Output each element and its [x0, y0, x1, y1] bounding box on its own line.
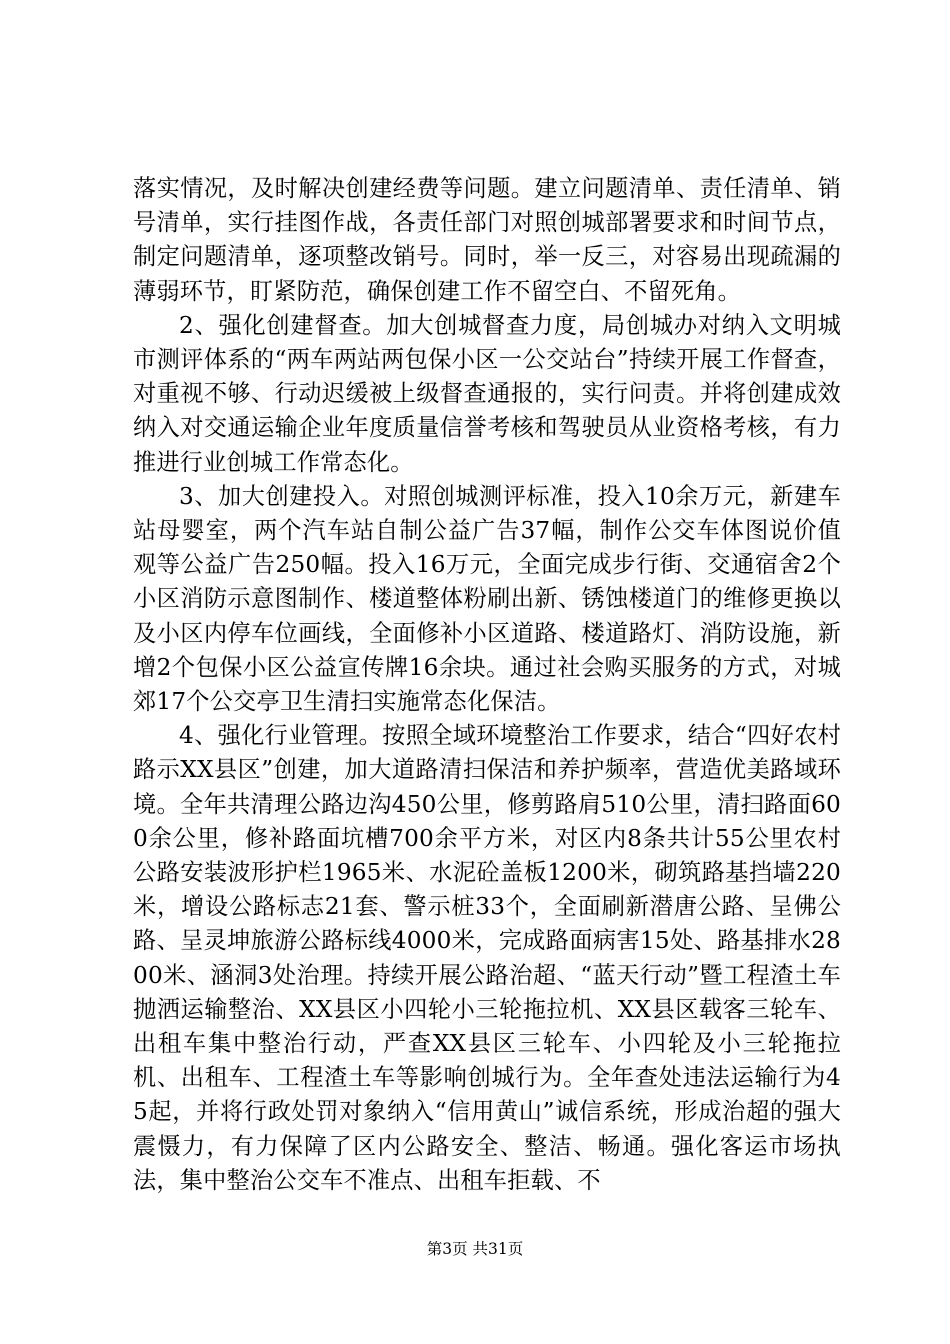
- paragraph-3-investment: 3、加大创建投入。对照创城测评标准，投入10余万元，新建车站母婴室，两个汽车站自制公益广告37幅，制作公交车体图说价值观等公益广告250幅。投入16万元，全面完成步行街、交通宿舍2个小区消防示意图制作、楼道整体粉刷出新、锈蚀楼道门的维修更换以及小区内停车位画线，全面修补小区道路、楼道路灯、消防设施，新增2个包保小区公益宣传牌16余块。通过社会购买服务的方式，对城郊17个公交亭卫生清扫实施常态化保洁。: [133, 482, 841, 716]
- page-footer: 第3页 共31页: [426, 1240, 524, 1258]
- paragraph-4-management: 4、强化行业管理。按照全域环境整治工作要求，结合“四好农村路示XX县区”创建，加大道路清扫保洁和养护频率，营造优美路域环境。全年共清理公路边沟450公里，修剪路肩510公里，清扫路面600余公里，修补路面坑槽700余平方米，对区内8条共计55公里农村公路安装波形护栏1965米、水泥砼盖板1200米，砌筑路基挡墙220米，增设公路标志21套、警示桩33个，全面刷新潜唐公路、呈佛公路、呈灵坤旅游公路标线4000米，完成路面病害15处、路基排水2800米、涵洞3处治理。持续开展公路治超、“蓝天行动”暨工程渣土车抛洒运输整治、XX县区小四轮小三轮拖拉机、XX县区载客三轮车、出租车集中整治行动，严查XX县区三轮车、小四轮及小三轮拖拉机、出租车、工程渣土车等影响创城行为。全年查处违法运输行为45起，并将行政处罚对象纳入“信用黄山”诚信系统，形成治超的强大震慑力，有力保障了区内公路安全、整洁、畅通。强化客运市场执法，集中整治公交车不准点、出租车拒载、不: [133, 722, 841, 1194]
- document-body: [133, 172, 841, 1198]
- paragraph-2-supervision: 2、强化创建督查。加大创城督查力度，局创城办对纳入文明城市测评体系的“两车两站两包保小区一公交站台”持续开展工作督查，对重视不够、行动迟缓被上级督查通报的，实行问责。并将创建成效纳入对交通运输企业年度质量信誉考核和驾驶员从业资格考核，有力推进行业创城工作常态化。: [133, 311, 841, 476]
- paragraph-continuation: 落实情况，及时解决创建经费等问题。建立问题清单、责任清单、销号清单，实行挂图作战，各责任部门对照创城部署要求和时间节点，制定问题清单，逐项整改销号。同时，举一反三，对容易出现疏漏的薄弱环节，盯紧防范，确保创建工作不留空白、不留死角。: [133, 175, 841, 305]
